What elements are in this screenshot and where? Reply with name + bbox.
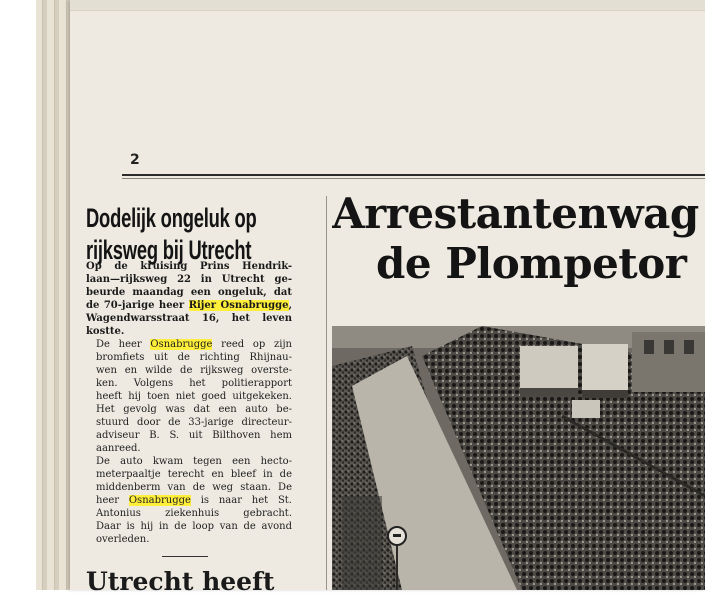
- text-line: [86, 520, 292, 533]
- text-fragment: bromfiets uit de richting Rhijnau-: [96, 352, 292, 363]
- text-fragment: stuurd door de 33-jarige directeur-: [96, 417, 292, 428]
- text-fragment: meterpaaltje terecht en bleef in de: [96, 469, 292, 480]
- highlighted-name: Rijer Osnabrugge: [188, 300, 289, 311]
- text-fragment: laan—rijksweg 22 in Utrecht ge-: [86, 274, 292, 285]
- text-fragment: heer: [96, 495, 129, 506]
- page-top-band: [70, 0, 705, 11]
- text-fragment: aanreed.: [96, 443, 141, 454]
- news-photo: [332, 326, 705, 590]
- text-line: [86, 455, 292, 468]
- text-line: [86, 286, 292, 299]
- text-fragment: De auto kwam tegen een hecto-: [96, 456, 292, 467]
- page-edge: [42, 0, 47, 590]
- text-fragment: De heer: [96, 339, 151, 350]
- text-line: [86, 377, 292, 390]
- text-fragment: Op de kruising Prins Hendrik-: [86, 261, 292, 272]
- text-fragment: adviseur B. S. uit Bilthoven hem: [96, 430, 292, 441]
- article-paragraph: [86, 455, 292, 546]
- column-rule: [326, 196, 327, 590]
- text-line: [86, 429, 292, 442]
- text-line: [86, 364, 292, 377]
- text-fragment: Wagendwarsstraat 16, het leven: [86, 313, 292, 324]
- article-separator: [162, 556, 208, 557]
- text-line: [86, 533, 292, 546]
- article-lead: [86, 260, 292, 338]
- text-line: [86, 273, 292, 286]
- text-fragment: Daar is hij in de loop van de avond: [96, 521, 292, 532]
- newspaper-page: [70, 0, 705, 596]
- text-line: [86, 507, 292, 520]
- text-line: [86, 468, 292, 481]
- text-line: [86, 338, 292, 351]
- highlighted-name: Osnabrugge: [128, 495, 191, 506]
- text-line: [86, 390, 292, 403]
- text-fragment: reed op zijn: [212, 339, 292, 350]
- next-article-headline: Utrecht heeft: [86, 567, 275, 596]
- text-line: [86, 481, 292, 494]
- text-fragment: middenberm van de weg staan. De: [96, 482, 292, 493]
- text-line: [86, 351, 292, 364]
- headline-line: de Plompetor: [376, 239, 687, 288]
- text-fragment: de 70-jarige heer: [86, 300, 189, 311]
- page-edge: [54, 0, 59, 590]
- text-line: [86, 299, 292, 312]
- text-fragment: heeft hij toen niet goed uitgekeken.: [96, 391, 292, 402]
- header-rule-thin: [122, 178, 705, 179]
- right-article-headline: [332, 190, 705, 290]
- text-line: [86, 325, 292, 338]
- article-headline: [86, 202, 290, 266]
- text-line: [86, 312, 292, 325]
- text-line: [86, 442, 292, 455]
- headline-line: Arrestantenwag: [332, 190, 699, 238]
- headline-line: Dodelijk ongeluk op: [86, 203, 257, 233]
- text-fragment: ken. Volgens het politierapport: [96, 378, 292, 389]
- text-fragment: overleden.: [96, 534, 150, 545]
- text-fragment: beurde maandag een ongeluk, dat: [86, 287, 292, 298]
- page-number: 2: [130, 152, 140, 168]
- left-article: [86, 196, 292, 596]
- text-line: [86, 494, 292, 507]
- text-line: [86, 416, 292, 429]
- text-fragment: ,: [288, 300, 292, 311]
- text-fragment: wen en wilde de rijksweg overste-: [96, 365, 292, 376]
- text-fragment: Het gevolg was dat een auto be-: [96, 404, 292, 415]
- text-fragment: kostte.: [86, 326, 125, 337]
- text-fragment: Antonius ziekenhuis gebracht.: [96, 508, 292, 519]
- highlighted-name: Osnabrugge: [150, 339, 213, 350]
- text-line: [86, 403, 292, 416]
- article-paragraph: [86, 338, 292, 455]
- headline-line: rijksweg bij Utrecht: [86, 235, 252, 265]
- text-fragment: is naar het St.: [190, 495, 292, 506]
- crowd-photo-image: [332, 326, 705, 590]
- header-rule: [122, 174, 705, 176]
